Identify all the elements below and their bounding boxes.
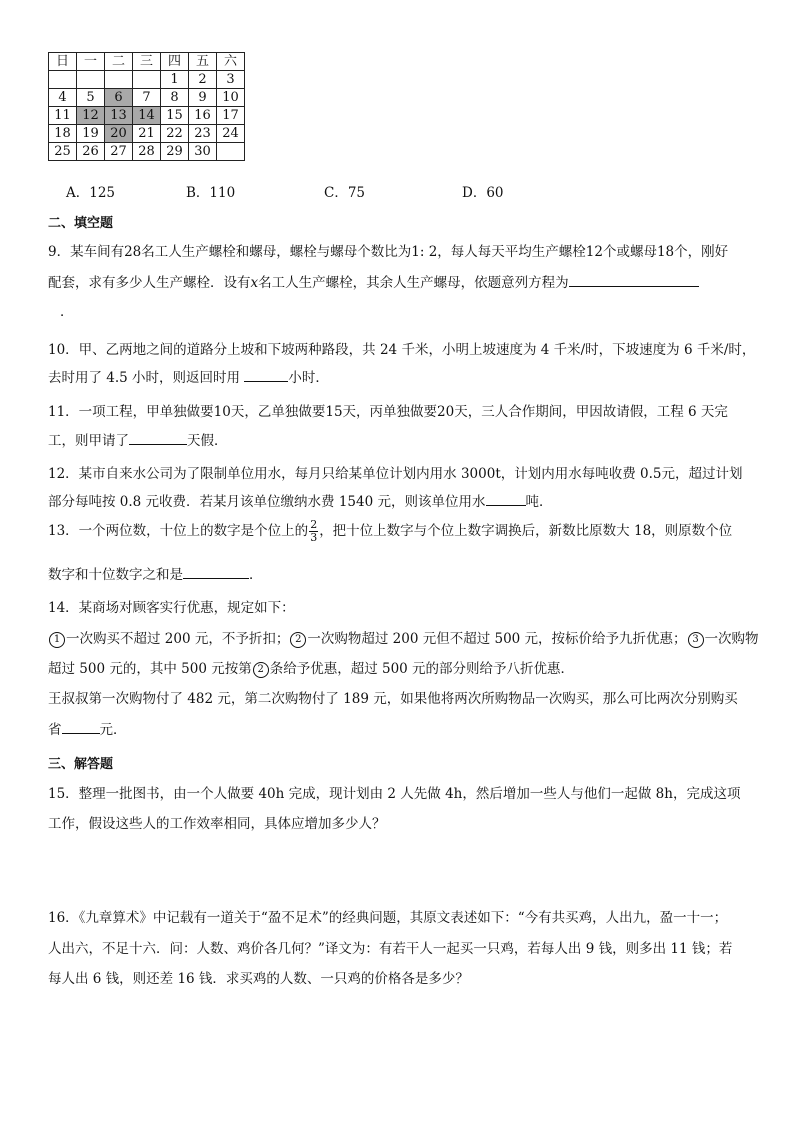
calendar-cell: 24 [217,125,245,143]
calendar-cell [77,71,105,89]
calendar-row [49,71,245,89]
calendar-cell: 23 [189,125,217,143]
calendar-row [49,125,245,143]
q16-line1: 16．《九章算术》中记载有一道关于“盈不足术”的经典问题，其原文表述如下：“今有共买鸡，人出九，盈一十一； [48,910,728,926]
calendar-cell: 16 [189,107,217,125]
section-heading-solve: 三、解答题 [48,757,114,772]
q9-text-a: 配套，求有多少人生产螺栓．设有 [48,275,251,291]
q12-text-b: 吨． [525,494,553,510]
q14-text-a: 省 [48,722,62,738]
calendar-cell: 27 [105,143,133,161]
calendar-row [49,143,245,161]
q13-text-b: ． [249,567,263,583]
calendar-cell: 9 [189,89,217,107]
calendar-cell: 15 [161,107,189,125]
q14-answer-blank[interactable] [62,720,100,734]
option-d: D．60 [462,185,504,201]
calendar-cell: 10 [217,89,245,107]
q15-line2: 工作，假设这些人的工作效率相同，具体应增加多少人？ [48,816,386,832]
q10-line2 [48,368,329,387]
calendar-cell: 19 [77,125,105,143]
calendar-cell [49,71,77,89]
section-heading-fill-blank: 二、填空题 [48,216,114,231]
q9-text-b: 名工人生产螺栓，其余人生产螺母，依题意列方程为 [258,275,569,291]
calendar-cell: 1 [161,71,189,89]
q14-rule-3-text-b: 条给予优惠，超过 500 元的部分则给予八折优惠． [269,661,575,677]
calendar-row [49,89,245,107]
calendar-cell: 7 [133,89,161,107]
fraction-denominator: 3 [310,531,318,544]
calendar-cell: 30 [189,143,217,161]
option-b: B．110 [186,185,236,201]
q9-answer-blank[interactable] [569,273,699,287]
calendar-cell: 11 [49,107,77,125]
q13-text-a: 13．一个两位数，十位上的数字是个位上的 [48,523,309,539]
calendar-cell: 29 [161,143,189,161]
q13-line1 [48,519,732,544]
q11-line1: 11．一项工程，甲单独做要10天，乙单独做要15天，丙单独做要20天，三人合作期间，甲因故请假，工程 6 天完 [48,404,728,420]
q16-line2: 人出六，不足十六．问：人数、鸡价各几何？”译文为：有若干人一起买一只鸡，若每人出 9 钱，则多出 11 钱；若 [48,941,733,957]
q14-rule-3-text-a: 超过 500 元的，其中 500 元按第 [48,661,252,677]
calendar-header-row [49,53,245,71]
q11-text-b: 天假． [187,433,228,449]
calendar-header-cell: 日 [49,53,77,71]
q16-line3: 每人出 6 钱，则还差 16 钱．求买鸡的人数、一只鸡的价格各是多少？ [48,971,469,987]
calendar-cell: 2 [189,71,217,89]
calendar-cell: 28 [133,143,161,161]
calendar-header-cell: 三 [133,53,161,71]
q13-answer-blank[interactable] [183,565,249,579]
fraction-numerator: 2 [310,518,318,531]
q9-line1: 9．某车间有28名工人生产螺栓和螺母，螺栓与螺母个数比为1: 2，每人每天平均生产螺栓12个或螺母18个，刚好 [48,244,729,260]
q14-line3 [48,660,574,678]
q12-line1: 12．某市自来水公司为了限制单位用水，每月只给某单位计划内用水 3000t，计划内用水每吨收费 0.5元，超过计划 [48,466,743,482]
calendar-cell: 25 [49,143,77,161]
circled-number-3-icon: 3 [688,632,704,648]
option-a: A．125 [66,185,116,201]
q15-line1: 15．整理一批图书，由一个人做要 40h 完成，现计划由 2 人先做 4h，然后增加一些人与他们一起做 8h，完成这项 [48,786,741,802]
calendar-cell-shaded: 20 [105,125,133,143]
q13-text-b: ，把十位上数字与个位上数字调换后，新数比原数大 18，则原数个位 [319,523,733,539]
calendar-cell: 3 [217,71,245,89]
q10-text-a: 去时用了 4.5 小时，则返回时用 [48,370,241,386]
q13-text-a: 数字和十位数字之和是 [48,567,183,583]
q8-options [66,181,566,199]
q14-line5 [48,720,127,739]
calendar-cell: 8 [161,89,189,107]
calendar-cell: 17 [217,107,245,125]
calendar-header-cell: 一 [77,53,105,71]
q14-line1: 14．某商场对顾客实行优惠，规定如下： [48,600,295,616]
calendar-cell: 21 [133,125,161,143]
calendar-row [49,107,245,125]
calendar-cell: 18 [49,125,77,143]
q10-line1: 10．甲、乙两地之间的道路分上坡和下坡两种路段，共 24 千米，小明上坡速度为 4 千米/时，下坡速度为 6 千米/时， [48,342,756,358]
option-c: C．75 [324,185,366,201]
q12-answer-blank[interactable] [486,492,526,506]
q13-line2 [48,565,263,584]
calendar-cell: 4 [49,89,77,107]
q14-line2 [48,630,759,648]
calendar-cell: 22 [161,125,189,143]
calendar-cell: 5 [77,89,105,107]
calendar-cell: 26 [77,143,105,161]
q11-text-a: 工，则甲请了 [48,433,129,449]
calendar-table [48,52,245,161]
calendar-header-cell: 五 [189,53,217,71]
calendar-cell-shaded: 13 [105,107,133,125]
calendar-cell [217,143,245,161]
q10-answer-blank[interactable] [244,368,288,382]
q14-rule-3: 一次购物 [704,631,759,647]
q13-fraction [309,519,318,544]
calendar-cell-shaded: 12 [77,107,105,125]
q14-rule-2: 一次购物超过 200 元但不超过 500 元，按标价给予九折优惠； [307,631,687,647]
calendar-cell [133,71,161,89]
calendar-header-cell: 四 [161,53,189,71]
q9-variable: x [250,275,259,291]
q11-line2 [48,431,228,450]
q11-answer-blank[interactable] [129,431,187,445]
circled-number-1-icon: 1 [49,632,65,648]
q14-rule-1: 一次购买不超过 200 元，不予折扣； [66,631,290,647]
q9-line2 [48,273,699,292]
calendar-header-cell: 六 [217,53,245,71]
q14-text-b: 元． [99,722,127,738]
calendar-cell [105,71,133,89]
circled-number-2-icon: 2 [253,662,269,678]
q10-text-b: 小时． [288,370,329,386]
q9-line3: ． [60,304,74,320]
circled-number-2-icon: 2 [290,632,306,648]
calendar-cell-shaded: 14 [133,107,161,125]
q12-text-a: 部分每吨按 0.8 元收费．若某月该单位缴纳水费 1540 元，则该单位用水 [48,494,486,510]
calendar-cell-shaded: 6 [105,89,133,107]
q14-line4: 王叔叔第一次购物付了 482 元，第二次购物付了 189 元，如果他将两次所购物品一次购买，那么可比两次分别购买 [48,691,738,707]
q12-line2 [48,492,553,511]
calendar-header-cell: 二 [105,53,133,71]
